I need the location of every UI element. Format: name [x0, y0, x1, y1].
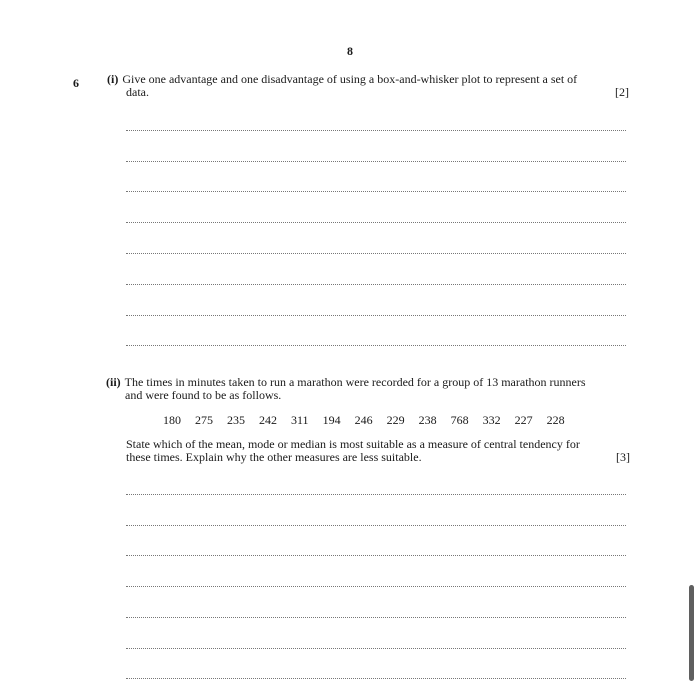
part-ii-text-line1: The times in minutes taken to run a marathon were recorded for a group of 13 marathon runners	[124, 375, 586, 389]
answer-line[interactable]	[126, 345, 626, 346]
part-ii-question-line2: these times. Explain why the other measures are less suitable.	[126, 450, 422, 464]
answer-line[interactable]	[126, 222, 626, 223]
question-number: 6	[73, 76, 79, 90]
data-value: 180	[163, 413, 181, 427]
answer-line[interactable]	[126, 284, 626, 285]
part-ii-label: (ii)	[106, 375, 121, 389]
part-ii-text-line2: and were found to be as follows.	[125, 388, 282, 402]
data-value: 235	[227, 413, 245, 427]
part-ii-question-line1: State which of the mean, mode or median is most suitable as a measure of central tendency for	[126, 437, 580, 451]
scrollbar[interactable]	[689, 585, 694, 681]
answer-line[interactable]	[126, 253, 626, 254]
data-value: 275	[195, 413, 213, 427]
data-value: 311	[291, 413, 309, 427]
data-value: 238	[418, 413, 437, 427]
page-number: 8	[347, 44, 353, 58]
data-value: 242	[259, 413, 277, 427]
data-value: 227	[514, 413, 533, 427]
part-ii-question	[126, 438, 630, 464]
answer-line[interactable]	[126, 130, 626, 131]
data-value: 768	[450, 413, 469, 427]
data-value: 246	[354, 413, 373, 427]
answer-line[interactable]	[126, 555, 626, 556]
answer-line[interactable]	[126, 586, 626, 587]
answer-line[interactable]	[126, 648, 626, 649]
part-i-text-line1: Give one advantage and one disadvantage of using a box-and-whisker plot to represent a set of	[122, 72, 578, 86]
answer-line[interactable]	[126, 161, 626, 162]
marathon-times-data	[163, 413, 579, 428]
part-i-label: (i)	[107, 72, 119, 86]
answer-line[interactable]	[126, 494, 626, 495]
part-ii-marks: [3]	[616, 450, 630, 464]
data-value: 194	[322, 413, 341, 427]
answer-line[interactable]	[126, 617, 626, 618]
part-i-text-line2: data.	[126, 85, 149, 99]
part-i-marks: [2]	[615, 85, 629, 99]
answer-line[interactable]	[126, 525, 626, 526]
answer-line[interactable]	[126, 678, 626, 679]
data-value: 332	[482, 413, 501, 427]
part-ii	[106, 376, 630, 402]
part-i	[107, 73, 629, 99]
data-value: 228	[546, 413, 565, 427]
data-value: 229	[386, 413, 405, 427]
answer-line[interactable]	[126, 315, 626, 316]
answer-line[interactable]	[126, 191, 626, 192]
